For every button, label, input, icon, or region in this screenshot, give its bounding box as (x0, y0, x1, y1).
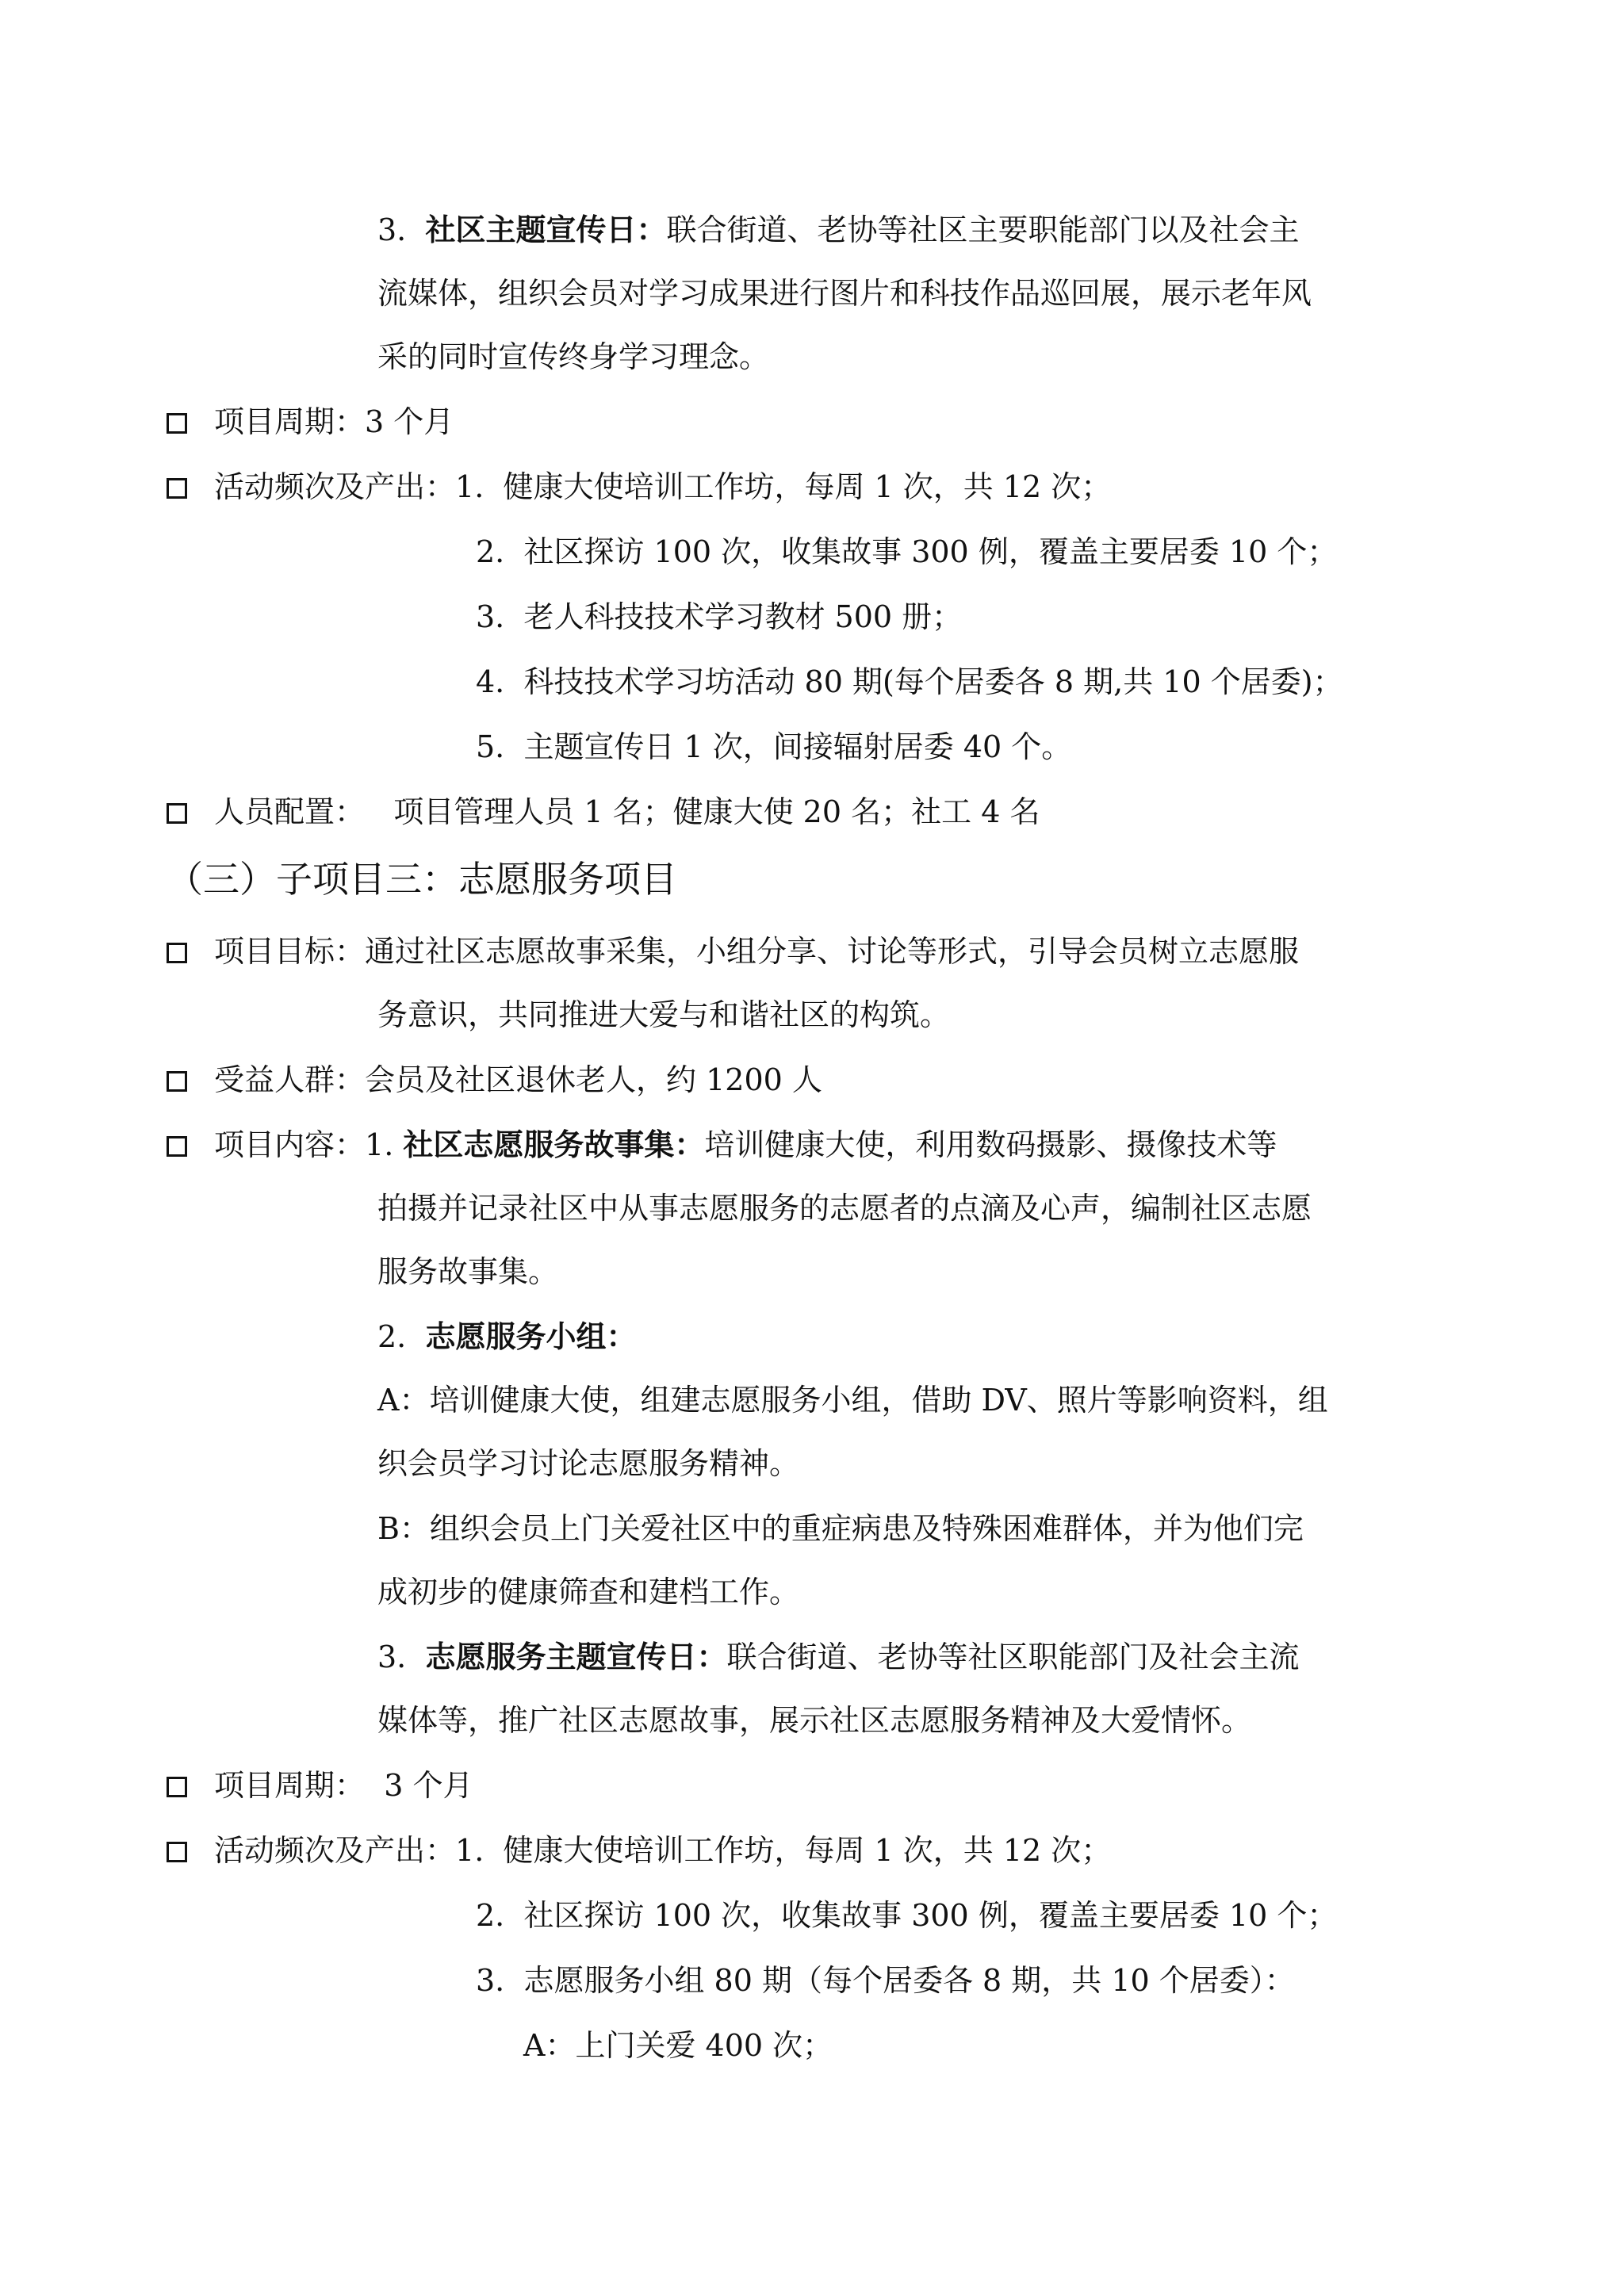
sec3-goal-line2: 务意识，共同推进大爱与和谐社区的构筑。 (377, 997, 951, 1032)
sec3-beneficiaries: 受益人群：会员及社区退休老人，约 1200 人 (167, 1061, 822, 1099)
sec3-c3-line2: 媒体等，推广社区志愿故事，展示社区志愿服务精神及大爱情怀。 (377, 1703, 1252, 1738)
checkbox-icon (167, 1842, 187, 1862)
sec3-output-3: 3. 志愿服务小组 80 期（每个居委各 8 期，共 10 个居委）： (476, 1963, 1295, 1998)
sec3-c2-title-line: 2. 志愿服务小组： (377, 1318, 637, 1354)
sec2-output-4: 4. 科技技术学习坊活动 80 期(每个居委各 8 期,共 10 个居委)； (476, 664, 1343, 699)
sec3-c1-line3: 服务故事集。 (377, 1254, 559, 1289)
sec3-period: 项目周期： 3 个月 (167, 1766, 473, 1804)
sec3-c2-a-line1: A：培训健康大使，组建志愿服务小组，借助 DV、照片等影响资料，组 (377, 1383, 1328, 1418)
sec3-goal-line1: 项目目标：通过社区志愿故事采集，小组分享、讨论等形式，引导会员树立志愿服 (167, 932, 1299, 970)
checkbox-icon (167, 1777, 187, 1797)
sec3-c2-a-line2: 织会员学习讨论志愿服务精神。 (377, 1446, 800, 1481)
checkbox-icon (167, 943, 187, 963)
sec2-item3-line2: 流媒体，组织会员对学习成果进行图片和科技作品巡回展，展示老年风 (377, 276, 1312, 311)
sec3-c1-line2: 拍摄并记录社区中从事志愿服务的志愿者的点滴及心声，编制社区志愿 (377, 1191, 1312, 1226)
sec3-outputs-label: 活动频次及产出：1. 健康大使培训工作坊，每周 1 次，共 12 次； (167, 1831, 1111, 1869)
sec2-item3-title: 社区主题宣传日： (425, 212, 667, 247)
sec3-c2-title: 志愿服务小组： (425, 1318, 637, 1354)
checkbox-icon (167, 413, 187, 434)
sec3-content-line1: 项目内容：1. 社区志愿服务故事集：培训健康大使，利用数码摄影、摄像技术等 (167, 1126, 1277, 1164)
checkbox-icon (167, 1071, 187, 1092)
checkbox-icon (167, 803, 187, 824)
sec3-output-2: 2. 社区探访 100 次，收集故事 300 例，覆盖主要居委 10 个； (476, 1898, 1338, 1933)
sec3-c3-line1: 3. 志愿服务主题宣传日：联合街道、老协等社区职能部门及社会主流 (377, 1639, 1300, 1674)
sec3-c3-title: 志愿服务主题宣传日： (425, 1639, 727, 1674)
sec2-outputs-label: 活动频次及产出：1. 健康大使培训工作坊，每周 1 次，共 12 次； (167, 468, 1111, 506)
sec2-period: 项目周期：3 个月 (167, 403, 454, 441)
sec3-c2-b-line2: 成初步的健康筛查和建档工作。 (377, 1575, 800, 1609)
section-heading: （三）子项目三：志愿服务项目 (167, 858, 677, 901)
sec2-staff: 人员配置： 项目管理人员 1 名；健康大使 20 名；社工 4 名 (167, 793, 1040, 831)
checkbox-icon (167, 1136, 187, 1157)
sec3-c1-title: 社区志愿服务故事集： (403, 1127, 705, 1162)
sec2-output-2: 2. 社区探访 100 次，收集故事 300 例，覆盖主要居委 10 个； (476, 534, 1338, 569)
sec2-item3-line3: 采的同时宣传终身学习理念。 (377, 339, 770, 374)
sec2-output-3: 3. 老人科技技术学习教材 500 册； (476, 599, 963, 634)
sec3-c2-b-line1: B：组织会员上门关爱社区中的重症病患及特殊困难群体，并为他们完 (377, 1511, 1304, 1546)
sec3-output-3-sub-a: A：上门关爱 400 次； (523, 2028, 833, 2063)
sec2-item3-line1: 3. 社区主题宣传日：联合街道、老协等社区主要职能部门以及社会主 (377, 212, 1300, 247)
checkbox-icon (167, 478, 187, 499)
sec2-output-5: 5. 主题宣传日 1 次，间接辐射居委 40 个。 (476, 729, 1072, 764)
